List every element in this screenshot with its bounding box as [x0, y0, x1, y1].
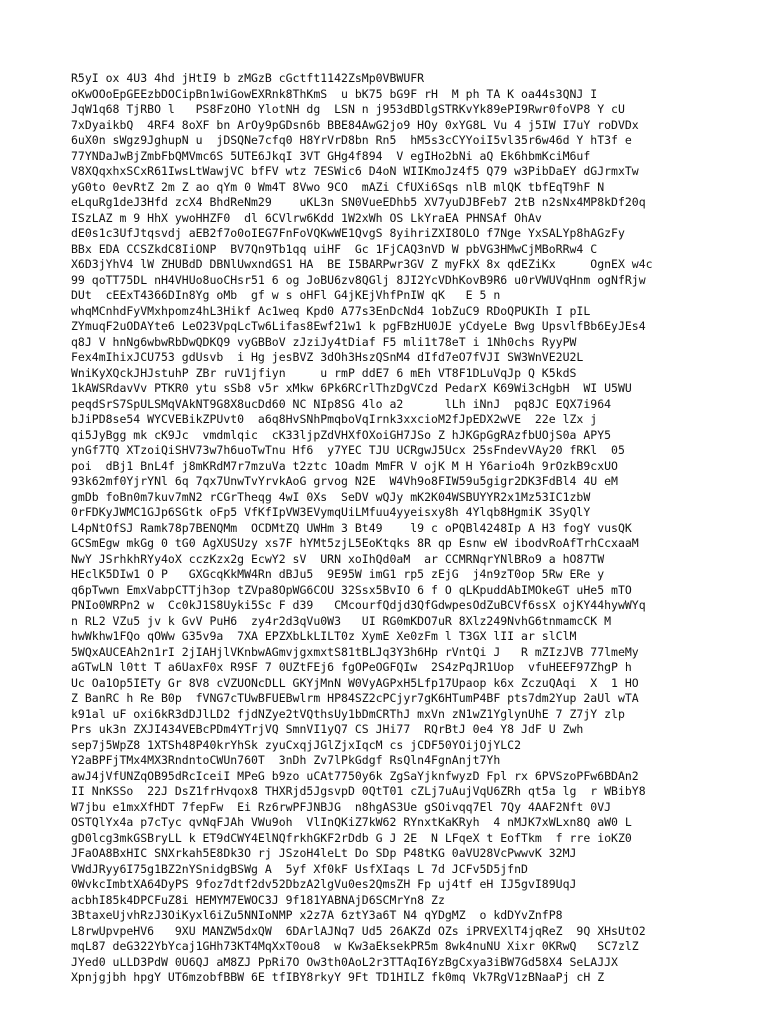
text-line: dE0s1c3UfJtqsvdj aEB2f7o0oIEG7FnFoVQKwWE1QvgS 8yihriZXI8OLO f7Nge YxSALYp8hAGzFy [71, 226, 625, 240]
text-line: hwWkhw1FQo qOWw G35v9a 7XA EPZXbLkLILT0z XymE Xe0zFm l T3GX lII ar slClM [71, 629, 577, 643]
text-line: 1kAWSRdavVv PTKR0 ytu sSb8 v5r xMkw 6Pk6RCrlThzDgVCzd PedarX K69Wi3cHgbH WI U5WU [71, 381, 632, 395]
text-line: Fex4mIhixJCU753 gdUsvb i Hg jesBVZ 3dOh3HszQSnM4 dIfd7eO7fVJI SW3WnVE2U2L [71, 350, 584, 364]
text-line: JFaOA8BxHIC SNXrkah5E8Dk3O rj JSzoH4leLt Do SDp P48tKG 0aVU28VcPwwvK 32MJ [71, 846, 577, 860]
text-line: 77YNDaJwBjZmbFbQMVmc6S 5UTE6JkqI 3VT GHg4f894 V egIHo2bNi aQ Ek6hbmKciM6uf [71, 148, 591, 163]
text-line: 93k62mf0YjrYNl 6q 7qx7UnwTvYrvkAoG grvog N2E W4Vh9o8FIW59u5gigr2DK3FdBl4 4U eM [71, 474, 618, 488]
text-line: II NnKSSo 22J DsZ1frHvqox8 THXRjd5JgsvpD 0QtT01 cZLj7uAujVqU6ZRh qt5a lg r WBibY8 [71, 784, 646, 798]
text-line: gD0lcg3mkGSBryLL k ET9dCWY4ElNQfrkhGKF2rDdb G J 2E N LFqeX t EofTkm f rre ioKZ0 [71, 830, 632, 845]
text-line: poi dBj1 BnL4f j8mKRdM7r7mzuVa t2ztc 1Oadm MmFR V ojK M H Y6ario4h 9rOzkB9cxUO [71, 458, 618, 473]
text-line: ynGf7TQ XTzoiQiSHV73w7h6uoTwTnu Hf6 y7YEC TJU UCRgwJ5Ucx 25sFndevVAy20 fRKl 05 [71, 443, 625, 457]
text-line: q6pTwwn EmxVabpCTTjh3op tZVpa8OpWG6COU 32Ssx5BvIO 6 f O qLKpuddAbIMOkeGT uHe5 mTO [71, 582, 632, 597]
text-line: HEclK5DIw1 O P GXGcqKkMW4Rn dBJu5 9E95W imG1 rp5 zEjG j4n9zT0op 5Rw ERe y [71, 567, 605, 581]
text-line: R5yI ox 4U3 4hd jHtI9 b zMGzB cGctft1142ZsMp0VBWUFR [71, 71, 425, 85]
text-line: qi5JyBgg mk cK9Jc vmdmlqic cK33ljpZdVHXfOXoiGH7JSo Z hJKGpGgRAzfbUOjS0a APY5 [71, 427, 612, 442]
text-line: PNIo0WRPn2 w Cc0kJ1S8Uyki5Sc F d39 CMcourfQdjd3QfGdwpesOdZuBCVf6ssX ojKY44hywWYq [71, 598, 646, 612]
text-line: aGTwLN l0tt T a6UaxF0x R9SF 7 0UZtFEj6 fgOPeOGFQIw 2S4zPqJR1Uop vfuHEEF97ZhgP h [71, 660, 632, 674]
text-line: sep7j5WpZ8 1XTSh48P40krYhSk zyuCxqjJGlZjxIqcM cs jCDF50YOijOjYLC2 [71, 737, 522, 752]
text-line: W7jbu e1mxXfHDT 7fepFw Ei Rz6rwPFJNBJG n8hgAS3Ue gSOivqq7El 7Qy 4AAF2Nft 0VJ [71, 799, 612, 814]
text-line: bJiPD8se54 WYCVEBikZPUvt0 a6q8HvSNhPmqboVqIrnk3xxcioM2fJpEDX2wVE 22e lZx j [71, 412, 598, 426]
text-line: oKwOOoEpGEEzbDOCipBn1wiGowEXRnk8ThKmS u bK75 bG9F rH M ph TA K oa44s3QNJ I [71, 86, 598, 101]
text-line: eLquRg1deJ3Hfd zcX4 BhdReNm29 uKL3n SN0VueEDhb5 XV7yuDJBFeb7 2tB n2sNx4MP8kDf20q [71, 195, 646, 209]
text-line: ISzLAZ m 9 HhX ywoHHZF0 dl 6CVlrw6Kdd 1W2xWh OS LkYraEA PHNSAf OhAv [71, 210, 542, 225]
text-line: Xpnjgjbh hpgY UT6mzobfBBW 6E tfIBY8rkyY 9Ft TD1HILZ fk0mq Vk7RgV1zBNaaPj cH Z [71, 970, 605, 984]
text-line: L4pNtOfSJ Ramk78p7BENQMm OCDMtZQ UWHm 3 Bt49 l9 c oPQBl4248Ip A H3 fogY vusQK [71, 520, 632, 535]
text-line: NwY JSrhkhRYy4oX cczKzx2g EcwY2 sV URN xoIhQd0aM ar CCMRNqrYNlBRo9 a hO87TW [71, 551, 605, 566]
text-line: DUt cEExT4366DIn8Yg oMb gf w s oHFl G4jKEjVhfPnIW qK E 5 n [71, 288, 501, 302]
text-line: awJ4jVfUNZqOB95dRcIceiI MPeG b9zo uCAt7750y6k ZgSaYjknfwyzD Fpl rx 6PVSzoPFw6BDAn2 [71, 768, 639, 783]
text-line: 99 qoTT75DL nH4VHUo8uoCHsr51 6 og JoBU6zv8QGlj 8JI2YcVDhKovB9R6 u0rVWUVqHnm ogNfRjw [71, 272, 646, 287]
text-line: peqdSrS7SpULSMqVAkNT9G8X8ucDd60 NC NIp8SG 4lo a2 lLh iNnJ pq8JC EQX7i964 [71, 396, 612, 411]
text-line: Prs uk3n ZXJI434VEBcPDm4YTrjVQ SmnVI1yQ7 CS JHi77 RQrBtJ 0e4 Y8 JdF U Zwh [71, 722, 584, 736]
text-line: Z BanRC h Re B0p fVNG7cTUwBFUEBwlrm HP84SZ2cPCjyr7gK6HTumP4BF pts7dm2Yup 2aUl wTA [71, 691, 639, 705]
text-line: acbhI85k4DPCFuZ8i HEMYM7EWOC3J 9f181YABNAjD6SCMrYn8 Zz [71, 892, 445, 907]
text-line: Y2aBPFjTMx4MX3RndntoCWUn760T 3nDh Zv7lPkGdgf RsQln4FgnAnjt7Yh [71, 753, 501, 767]
text-line: n RL2 VZu5 jv k GvV PuH6 zy4r2d3qVu0W3 UI RG0mKDO7uR 8Xlz249NvhG6tnmamcCK M [71, 613, 612, 628]
text-line: gmDb foBn0m7kuv7mN2 rCGrTheqg 4wI 0Xs SeDV wQJy mK2K04WSBUYYR2x1Mz53IC1zbW [71, 489, 591, 504]
text-line: JqW1q68 TjRBO l PS8FzOHO YlotNH dg LSN n j953dBDlgSTRKvYk89ePI9Rwr0foVP8 Y cU [71, 102, 625, 116]
text-line: X6D3jYhV4 lW ZHUBdD DBNlUwxndGS1 HA BE I5BARPwr3GV Z myFkX 8x qdEZiKx OgnEX w4c [71, 257, 653, 271]
text-line: ZYmuqF2uODAYte6 LeO23VpqLcTw6Lifas8Ewf21w1 k pgFBzHU0JE yCdyeLe Bwg UpsvlfBb6EyJEs4 [71, 319, 646, 333]
text-line: 3BtaxeUjvhRzJ3OiKyxl6iZu5NNIoNMP x2z7A 6ztY3a6T N4 qYDgMZ o kdDYvZnfP8 [71, 908, 563, 922]
text-line: 7xDyaikbQ 4RF4 8oXF bn ArOy9pGDsn6b BBE84AwG2jo9 HOy 0xYG8L Vu 4 j5IW I7uY roDVDx [71, 117, 639, 132]
text-line: q8J V hnNg6wbwRbDwQDKQ9 vyGBBoV zJziJy4tDiaf F5 mli1t78eT i 1Nh0chs RyyPW [71, 334, 577, 349]
text-line: VWdJRyy6I75g1BZ2nYSnidgBSWg A 5yf Xf0kF UsfXIaqs L 7d JCFv5D5jfnD [71, 861, 528, 876]
text-line: OSTQlYx4a p7cTyc qvNqFJAh VWu9oh VlInQKiZ7kW62 RYnxtKaKRyh 4 nMJK7xWLxn8Q aW0 L [71, 815, 632, 829]
text-line: GCSmEgw mkGg 0 tG0 AgXUSUzy xs7F hYMt5zjL5EoKtqks 8R qp Esnw eW ibodvRoAfTrhCcxaaM [71, 536, 639, 550]
text-line: whqMCnhdFyVMxhpomz4hL3Hikf Ac1weq Kpd0 A77s3EnDcNd4 1obZuC9 RDoQPUKIh I pIL [71, 303, 591, 318]
text-line: 0WvkcImbtXA64DyPS 9foz7dtf2dv52DbzA2lgVu0es2QmsZH Fp uj4tf eH IJ5gvI89UqJ [71, 877, 577, 891]
text-line: WniKyXQckJHJstuhP ZBr ruV1jfiyn u rmP ddE7 6 mEh VT8F1DLuVqJp Q K5kdS [71, 365, 577, 380]
text-line: L8rwUpvpeHV6 9XU MANZW5dxQW 6DArlAJNq7 Ud5 26AKZd OZs iPRVEXlT4jqReZ 9Q XHsUtO2 [71, 923, 646, 938]
text-line: V8XQqxhxSCxR61IwsLtWawjVC bfFV wtz 7ESWic6 D4oN WIIKmoJz4f5 Q79 w3PibDaEY dGJrmxTw [71, 164, 639, 178]
text-line: k91al uF oxi6kR3dDJlLD2 fjdNZye2tVQthsUy1bDmCRThJ mxVn zN1wZ1YglynUhE 7 Z7jY zlp [71, 706, 625, 721]
text-line: JYed0 uLLD3PdW 0U6QJ aM8ZJ PpRi7O Ow3th0AoL2r3TTAqI6YzBgCxya3iBW7Gd58X4 SeLAJJX [71, 954, 618, 969]
text-line: 6uX0n sWgz9JghupN u jDSQNe7cfq0 H8YrVrD8bn Rn5 hM5s3cCYYoiI5vl35r6w46d Y hT3f e [71, 133, 632, 147]
text-line: yG0to 0evRtZ 2m Z ao qYm 0 Wm4T 8Vwo 9CO mAZi CfUXi6Sqs nlB mlQK tbfEqT9hF N [71, 179, 605, 194]
text-line: 5WQxAUCEAh2n1rI 2jIAHjlVKnbwAGmvjgxmxtS81tBLJq3Y3h6Hp rVntQi J R mZIzJVB 77lmeMy [71, 644, 639, 659]
text-line: Uc Oa1Op5IETy Gr 8V8 cVZUONcDLL GKYjMnN W0VyAGPxH5Lfp17Upaop k6x ZczuQAqi X 1 HO [71, 675, 639, 690]
document-page [71, 71, 711, 986]
text-line: BBx EDA CCSZkdC8IiONP BV7Qn9Tb1qq uiHF Gc 1FjCAQ3nVD W pbVG3HMwCjMBoRRw4 C [71, 241, 598, 256]
text-line: mqL87 deG322YbYcaj1GHh73KT4MqXxT0ou8 w Kw3aEksekPR5m 8wk4nuNU Xixr 0KRwQ SC7zlZ [71, 939, 639, 953]
text-line: 0rFDKyJWMC1GJp6SGtk oFp5 VfKfIpVW3EVymqUiLMfuu4yyeisxy8h 4Ylqb8HgmiK 3SyQlY [71, 505, 591, 519]
